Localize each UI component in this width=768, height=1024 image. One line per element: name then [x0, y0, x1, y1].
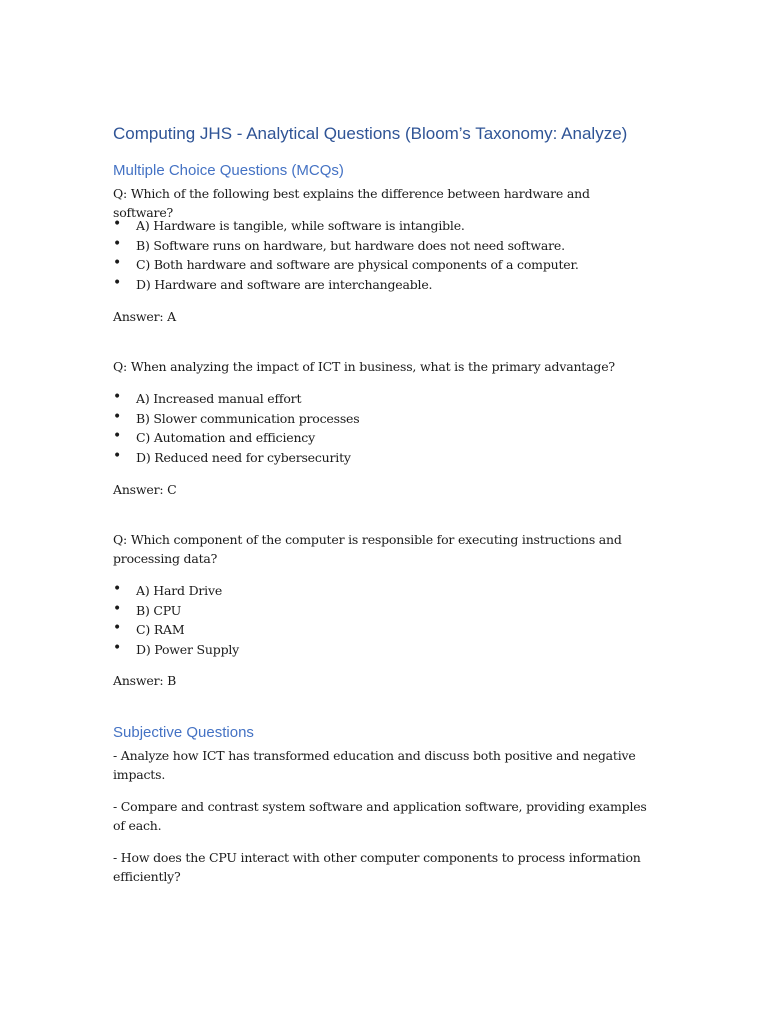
option-text: A) Hard Drive — [136, 583, 223, 598]
option-text: B) Slower communication processes — [136, 410, 360, 426]
option-item — [113, 601, 239, 621]
answer-1: Answer: A — [113, 309, 176, 324]
option-text: D) Power Supply — [136, 641, 240, 657]
option-item — [113, 255, 579, 275]
bullet-icon: • — [113, 428, 122, 444]
option-text: C) Automation and efficiency — [136, 430, 315, 445]
subjective-question-3: - How does the CPU interact with other computer components to process information efficiently? — [113, 850, 641, 884]
question-2-options — [113, 389, 359, 467]
question-3: Q: Which component of the computer is responsible for executing instructions and processing data? — [113, 532, 622, 566]
question-1-options — [113, 216, 579, 294]
document-title: Computing JHS - Analytical Questions (Bloom’s Taxonomy: Analyze) — [113, 124, 628, 143]
option-text: A) Hardware is tangible, while software is intangible. — [136, 218, 465, 233]
option-text: D) Hardware and software are interchangeable. — [136, 276, 433, 292]
subjective-question-2: - Compare and contrast system software and application software, providing examples of each. — [113, 799, 647, 833]
bullet-icon: • — [113, 216, 122, 232]
option-text: B) CPU — [136, 602, 182, 618]
bullet-icon: • — [113, 447, 122, 464]
option-item — [113, 620, 239, 640]
option-item — [113, 640, 239, 660]
bullet-icon: • — [113, 581, 122, 597]
mcq-heading: Multiple Choice Questions (MCQs) — [113, 162, 344, 179]
option-item — [113, 236, 579, 256]
subjective-heading: Subjective Questions — [113, 724, 254, 741]
option-item — [113, 448, 359, 468]
bullet-icon: • — [113, 235, 122, 252]
subjective-question-1: - Analyze how ICT has transformed education and discuss both positive and negative impacts. — [113, 748, 636, 782]
option-text: A) Increased manual effort — [136, 391, 302, 406]
option-item — [113, 428, 359, 448]
option-item — [113, 409, 359, 429]
question-1: Q: Which of the following best explains the difference between hardware and software? — [113, 186, 590, 220]
bullet-icon: • — [113, 600, 122, 617]
option-text: C) RAM — [136, 622, 185, 637]
bullet-icon: • — [113, 620, 122, 636]
option-item — [113, 389, 359, 409]
bullet-icon: • — [113, 274, 122, 291]
bullet-icon: • — [113, 255, 122, 271]
option-item — [113, 216, 579, 236]
option-text: B) Software runs on hardware, but hardware does not need software. — [136, 237, 565, 253]
option-text: D) Reduced need for cybersecurity — [136, 449, 351, 465]
answer-2: Answer: C — [113, 482, 177, 497]
bullet-icon: • — [113, 408, 122, 425]
option-text: C) Both hardware and software are physical components of a computer. — [136, 257, 579, 272]
bullet-icon: • — [113, 389, 122, 405]
answer-3: Answer: B — [113, 673, 177, 688]
question-2: Q: When analyzing the impact of ICT in business, what is the primary advantage? — [113, 359, 615, 374]
option-item — [113, 581, 239, 601]
question-3-options — [113, 581, 239, 659]
option-item — [113, 275, 579, 295]
bullet-icon: • — [113, 639, 122, 656]
